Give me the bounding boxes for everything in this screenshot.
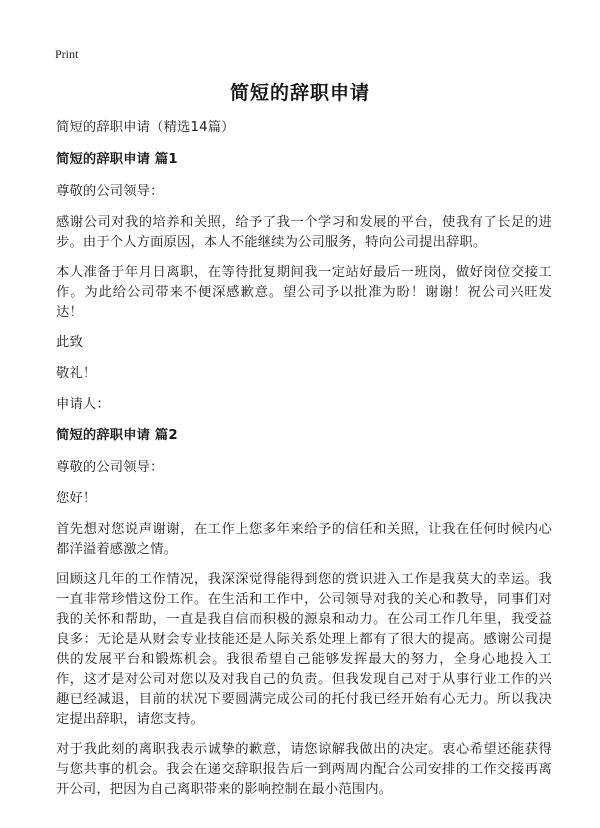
paragraph-2-1: 首先想对您说声谢谢，在工作上您多年来给予的信任和关照，让我在任何时候内心都洋溢着感激之情。 — [56, 522, 552, 557]
section-heading-2: 简短的辞职申请 篇2 — [56, 428, 178, 443]
paragraph-1-1: 感谢公司对我的培养和关照，给予了我一个学习和发展的平台，使我有了长足的进步。由于个人方面原因，本人不能继续为公司服务，特向公司提出辞职。 — [56, 215, 552, 250]
signature-line: 申请人： — [56, 397, 110, 412]
page-title: 简短的辞职申请 — [229, 82, 370, 104]
print-link[interactable]: Print — [55, 47, 79, 61]
greeting-1: 尊敬的公司领导： — [56, 184, 164, 199]
salutation-2: 您好！ — [56, 491, 97, 506]
section-heading-1: 简短的辞职申请 篇1 — [56, 152, 178, 167]
paragraph-2-2: 回顾这几年的工作情况，我深深觉得能得到您的赏识进入工作是我莫大的幸运。我一直非常珍惜这份工作。在生活和工作中，公司领导对我的关心和教导，同事们对我的关怀和帮助，一直是我自信而积极的源泉和动力。在公司工作几年里，我受益良多：无论是从财会专业技能还是人际关系处理上都有了很大的提高。感谢公司提供的发展平台和锻炼机会。我很希望自己能够发挥最大的努力，全身心地投入工作，这才是对公司对您以及对我自己的负责。但我发现自己对于从事行业工作的兴趣已经减退，目前的状况下要圆满完成公司的托付我已经开始有心无力。所以我决定提出辞职，请您支持。 — [56, 572, 552, 727]
closing-1: 此致 — [56, 335, 83, 350]
paragraph-1-2: 本人准备于年月日离职，在等待批复期间我一定站好最后一班岗，做好岗位交接工作。为此给公司带来不便深感歉意。望公司予以批准为盼！谢谢！祝公司兴旺发达！ — [56, 265, 552, 320]
paragraph-2-3: 对于我此刻的离职我表示诚挚的歉意，请您谅解我做出的决定。衷心希望还能获得与您共事的机会。我会在递交辞职报告后一到两周内配合公司安排的工作交接再离开公司，把因为自己离职带来的影响控制在最小范围内。 — [56, 742, 552, 797]
greeting-2: 尊敬的公司领导： — [56, 460, 164, 475]
closing-2: 敬礼！ — [56, 366, 97, 381]
document-body — [56, 118, 552, 810]
document-subtitle: 简短的辞职申请（精选14篇） — [56, 120, 235, 135]
